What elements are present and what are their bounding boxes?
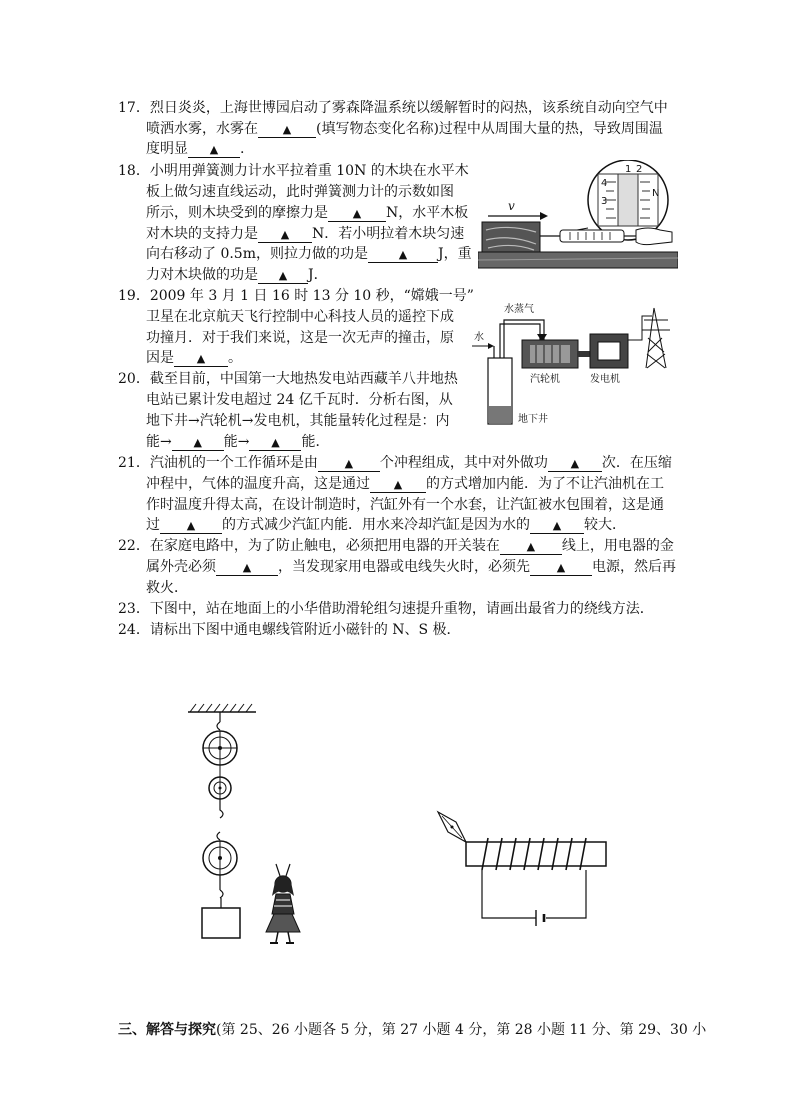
- hand-icon: [636, 228, 672, 245]
- power-tower-icon: [642, 308, 670, 368]
- steam-label: 水蒸气: [504, 304, 534, 315]
- answer-blank[interactable]: ▲: [530, 518, 584, 534]
- geothermal-figure: [470, 298, 670, 433]
- answer-blank[interactable]: ▲: [172, 435, 224, 451]
- compass-needle-icon: [438, 812, 466, 842]
- answer-blank[interactable]: ▲: [258, 122, 316, 138]
- answer-blank[interactable]: ▲: [216, 560, 278, 576]
- girl-figure: [266, 864, 300, 943]
- q17-line-1: 17．烈日炎炎，上海世博园启动了雾森降温系统以缓解暂时的闷热，该系统自动向空气中: [118, 100, 668, 116]
- velocity-label: v: [508, 199, 515, 213]
- answer-blank[interactable]: ▲: [160, 518, 222, 534]
- dial-number: 4: [601, 178, 608, 189]
- spring-scale: [560, 230, 624, 242]
- answer-blank[interactable]: ▲: [368, 247, 438, 263]
- answer-blank[interactable]: ▲: [318, 456, 380, 472]
- section-3-heading: 三、解答与探究(第 25、26 小题各 5 分，第 27 小题 4 分，第 28 小题 11 分、第 29、30 小: [118, 1022, 707, 1038]
- q18-line-1: 18．小明用弹簧测力计水平拉着重 10N 的木块在水平木: [118, 163, 469, 179]
- answer-blank[interactable]: ▲: [548, 456, 602, 472]
- spring-scale-figure: [478, 160, 678, 275]
- answer-blank[interactable]: ▲: [370, 477, 426, 493]
- q22-line-1: 22．在家庭电路中，为了防止触电，必须把用电器的开关装在 ▲ 线上，用电器的金: [118, 538, 674, 554]
- q18-line-6: 力对木块做的功是 ▲ J．: [146, 267, 328, 283]
- q17-line-3: 度明显 ▲ .: [146, 141, 245, 157]
- q21-line-3: 作时温度升得太高，在设计制造时，汽缸外有一个水套，让汽缸被水包围着，这是通: [146, 497, 664, 513]
- q20-line-1: 20．截至目前，中国第一大地热发电站西藏羊八井地热: [118, 371, 458, 387]
- q20-line-4: 能→ ▲ 能→ ▲ 能．: [146, 434, 330, 450]
- q20-line-3: 地下井→汽轮机→发电机，其能量转化过程是：内: [146, 413, 450, 429]
- answer-blank[interactable]: ▲: [328, 206, 386, 222]
- weight-block: [202, 908, 240, 938]
- answer-blank[interactable]: ▲: [249, 435, 301, 451]
- q20-line-2: 电站已累计发电超过 24 亿千瓦时．分析右图，从: [146, 392, 453, 408]
- pulley-figure: [180, 700, 320, 950]
- dial-number: 1: [625, 164, 632, 175]
- answer-blank[interactable]: ▲: [500, 539, 562, 555]
- q24-text: 24．请标出下图中通电螺线管附近小磁针的 N、S 极．: [118, 622, 461, 638]
- q18-line-5: 向右移动了 0.5m，则拉力做的功是 ▲ J，重: [146, 246, 472, 262]
- answer-blank[interactable]: ▲: [188, 142, 240, 158]
- answer-blank[interactable]: ▲: [258, 268, 308, 284]
- q19-line-1: 19．2009 年 3 月 1 日 16 时 13 分 10 秒，“嫦娥一号”: [118, 288, 474, 304]
- answer-blank[interactable]: ▲: [258, 227, 312, 243]
- water-label: 水: [474, 332, 484, 343]
- well-water: [489, 406, 511, 423]
- q23-text: 23．下图中，站在地面上的小华借助滑轮组匀速提升重物，请画出最省力的绕线方法．: [118, 601, 654, 617]
- dial-unit: N: [652, 188, 660, 199]
- generator-label: 发电机: [590, 374, 620, 385]
- q22-line-2: 属外壳必须 ▲ ，当发现家用电器或电线失火时，必须先 ▲ 电源，然后再: [146, 559, 676, 575]
- solenoid-figure: [436, 800, 616, 932]
- turbine-label: 汽轮机: [530, 374, 560, 385]
- q21-line-2: 冲程中，气体的温度升高，这是通过 ▲ 的方式增加内能．为了不让汽油机在工: [146, 476, 664, 492]
- q18-line-4: 对木块的支持力是 ▲ N．若小明拉着木块匀速: [146, 226, 465, 242]
- answer-blank[interactable]: ▲: [530, 560, 592, 576]
- q19-line-4: 因是 ▲ 。: [146, 350, 242, 366]
- dial-number: 2: [636, 164, 643, 175]
- answer-blank[interactable]: ▲: [174, 351, 228, 367]
- q19-line-2: 卫星在北京航天飞行控制中心科技人员的遥控下成: [146, 309, 454, 325]
- q21-line-1: 21．汽油机的一个工作循环是由 ▲ 个冲程组成，其中对外做功 ▲ 次．在压缩: [118, 455, 672, 471]
- well-label: 地下井: [518, 414, 548, 425]
- dial-pointer-track: [618, 174, 638, 226]
- q17-line-2: 喷洒水雾，水雾在 ▲ (填写物态变化名称)过程中从周围大量的热，导致周围温: [146, 121, 663, 137]
- q18-line-3: 所示，则木块受到的摩擦力是 ▲ N，水平木板: [146, 205, 469, 221]
- q22-line-3: 救火．: [146, 580, 188, 596]
- q19-line-3: 功撞月．对于我们来说，这是一次无声的撞击，原: [146, 330, 454, 346]
- q18-line-2: 板上做匀速直线运动，此时弹簧测力计的示数如图: [146, 184, 454, 200]
- dial-number: 3: [601, 196, 608, 207]
- q21-line-4: 过 ▲ 的方式减少汽缸内能．用水来冷却汽缸是因为水的 ▲ 较大．: [146, 517, 626, 533]
